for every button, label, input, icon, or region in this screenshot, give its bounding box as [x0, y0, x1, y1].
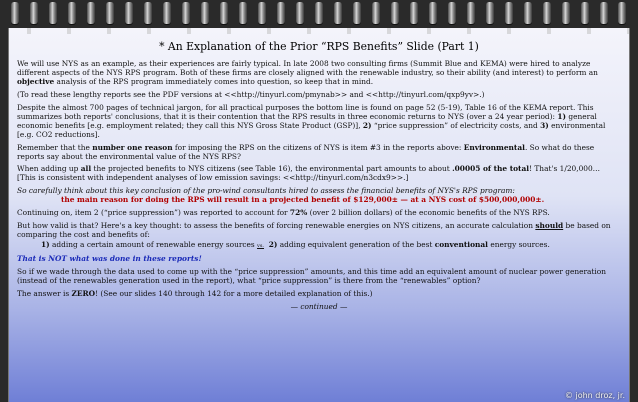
- italic-text: So carefully think about this key conclusion of the pro-wind consultants hired to assess the financial benefits of NYS's RPS program:: [17, 186, 515, 196]
- text-span: environmental [e.g. CO2 reductions].: [17, 120, 606, 139]
- binding-ring: [353, 2, 361, 24]
- bold-text: objective: [17, 77, 55, 87]
- binding-ring: [11, 2, 19, 24]
- binding-ring: [448, 2, 456, 24]
- text-span: . So what do these reports say about the environmental value of the NYS RPS?: [17, 142, 595, 161]
- paragraph-not-done: [17, 254, 621, 263]
- text-span: Remember that the: [17, 142, 93, 152]
- binding-ring: [106, 2, 114, 24]
- text-span: Despite the almost 700 pages of technical jargon, for all practical purposes the bottom line is found on page 52 (5-19), Table 16 of the KEMA report. This summarizes both reports' conclusions, that it is their contention that the RPS results in three economic returns to NYS (over a 24 year period):: [17, 102, 594, 121]
- binding-ring: [277, 2, 285, 24]
- text-span: be based on comparing the cost and benefits of:: [17, 220, 611, 239]
- bold-text: ZERO: [71, 288, 96, 298]
- paragraph-validity: [17, 221, 621, 239]
- text-span: “price suppression” of electricity costs, and: [371, 120, 541, 130]
- binding-ring: [182, 2, 190, 24]
- binding-ring: [372, 2, 380, 24]
- slide-body: [9, 59, 629, 311]
- binding-ring: [410, 2, 418, 24]
- bold-text: 2): [268, 239, 278, 249]
- binding-ring: [87, 2, 95, 24]
- binding-ring: [600, 2, 608, 24]
- bold-text: 2): [362, 120, 372, 130]
- binding-ring: [30, 2, 38, 24]
- paragraph-bottom-line: [17, 103, 621, 139]
- bold-text: all: [80, 164, 92, 174]
- binding-ring: [220, 2, 228, 24]
- text-span: The answer is: [17, 288, 72, 298]
- binding-ring: [258, 2, 266, 24]
- text-span: But how valid is that? Here's a key thought: to assess the benefits of forcing renewable energies on NYS citizens, an accurate calculation: [17, 220, 536, 230]
- bold-text: .00005 of the total: [452, 164, 530, 174]
- binding-ring: [334, 2, 342, 24]
- binding-ring: [239, 2, 247, 24]
- copyright-notice: © john droz, jr.: [564, 391, 625, 400]
- binding-ring: [391, 2, 399, 24]
- paragraph-answer: [17, 289, 621, 298]
- bold-text: 72%: [289, 207, 308, 217]
- text-span: ! That's 1/20,000… [This is consistent with independent analyses of low emission savings: <<http://tinyurl.com/n3cdx9>>.]: [17, 164, 601, 183]
- bold-text: Environmental: [463, 142, 525, 152]
- paragraph-main-reason: [17, 195, 621, 204]
- binding-ring: [125, 2, 133, 24]
- paragraph-comparison: [17, 240, 621, 251]
- bold-text: 1): [41, 239, 50, 249]
- paragraph-consultants: [17, 59, 621, 86]
- binding-ring: [429, 2, 437, 24]
- binding-ring: [144, 2, 152, 24]
- text-span: We will use NYS as an example, as their experiences are fairly typical. In late 2008 two consulting firms (Summit Blue and KEMA) were hired to analyze different aspects of the NYS RPS program. Both of these firms are closely aligned with the renewable industry, so their ability (and interest) to perform an: [17, 59, 598, 78]
- binding-ring: [49, 2, 57, 24]
- text-span: analysis of the RPS program immediately comes into question, so keep that in mind.: [54, 77, 374, 87]
- continued-label: — continued —: [290, 301, 348, 311]
- binding-ring: [315, 2, 323, 24]
- bold-text: 3): [540, 120, 549, 130]
- binding-ring: [505, 2, 513, 24]
- slide-page: [8, 28, 630, 402]
- bold-text: number one reason: [92, 142, 173, 152]
- paragraph-report-links: (To read these lengthy reports see the PDF versions at <<http://tinyurl.com/pmynab>> and <<http://tinyurl.com/qxp9yv>.): [17, 89, 485, 99]
- binding-ring: [68, 2, 76, 24]
- text-span: general economic benefits [e.g. employment related; they call this NYS Gross State Product (GSP)],: [17, 111, 597, 130]
- text-span: adding equivalent generation of the best: [277, 239, 435, 249]
- text-span: energy sources.: [487, 239, 550, 249]
- text-span: Continuing on, item 2 (“price suppression”) was reported to account for: [17, 207, 290, 217]
- paragraph-environmental: [17, 143, 621, 161]
- text-span: for imposing the RPS on the citizens of NYS is item #3 in the reports above:: [172, 142, 464, 152]
- paragraph-key-conclusion: [17, 186, 621, 195]
- highlight-text: That is NOT what was done in these reports!: [17, 254, 202, 264]
- highlight-text: the main reason for doing the RPS will result in a projected benefit of $129,000± — at a NYS cost of $500,000,000±.: [61, 195, 545, 205]
- paragraph-price-suppression: [17, 208, 621, 217]
- binding-ring: [201, 2, 209, 24]
- binding-ring: [581, 2, 589, 24]
- binding-ring: [467, 2, 475, 24]
- binding-ring: [618, 2, 626, 24]
- text-span: adding a certain amount of renewable energy sources: [49, 239, 258, 249]
- vs-text: vs.: [257, 242, 265, 249]
- spiral-binding: [0, 0, 638, 28]
- binding-ring: [486, 2, 494, 24]
- text-span: (over 2 billion dollars) of the economic benefits of the NYS RPS.: [307, 207, 550, 217]
- text-span: ! (See our slides 140 through 142 for a more detailed explanation of this.): [95, 288, 373, 298]
- paragraph-benefits-total: [17, 164, 621, 182]
- text-span: When adding up: [17, 164, 81, 174]
- paragraph-nuclear: So if we wade through the data used to come up with the “price suppression” amounts, and this time add an equivalent amount of nuclear power generation (instead of the renewables generation used in the report), what “price suppression” is there from the “renewables” option?: [17, 267, 606, 286]
- text-span: the projected benefits to NYS citizens (see Table 16), the environmental part amounts to about: [91, 164, 453, 174]
- binding-ring: [296, 2, 304, 24]
- slide-title: * An Explanation of the Prior “RPS Benefits” Slide (Part 1): [159, 40, 479, 53]
- binding-ring: [543, 2, 551, 24]
- binding-ring: [524, 2, 532, 24]
- bold-text: conventional: [434, 239, 488, 249]
- binding-ring: [163, 2, 171, 24]
- binding-ring: [562, 2, 570, 24]
- bold-text: should: [535, 220, 564, 230]
- bold-text: 1): [557, 111, 567, 121]
